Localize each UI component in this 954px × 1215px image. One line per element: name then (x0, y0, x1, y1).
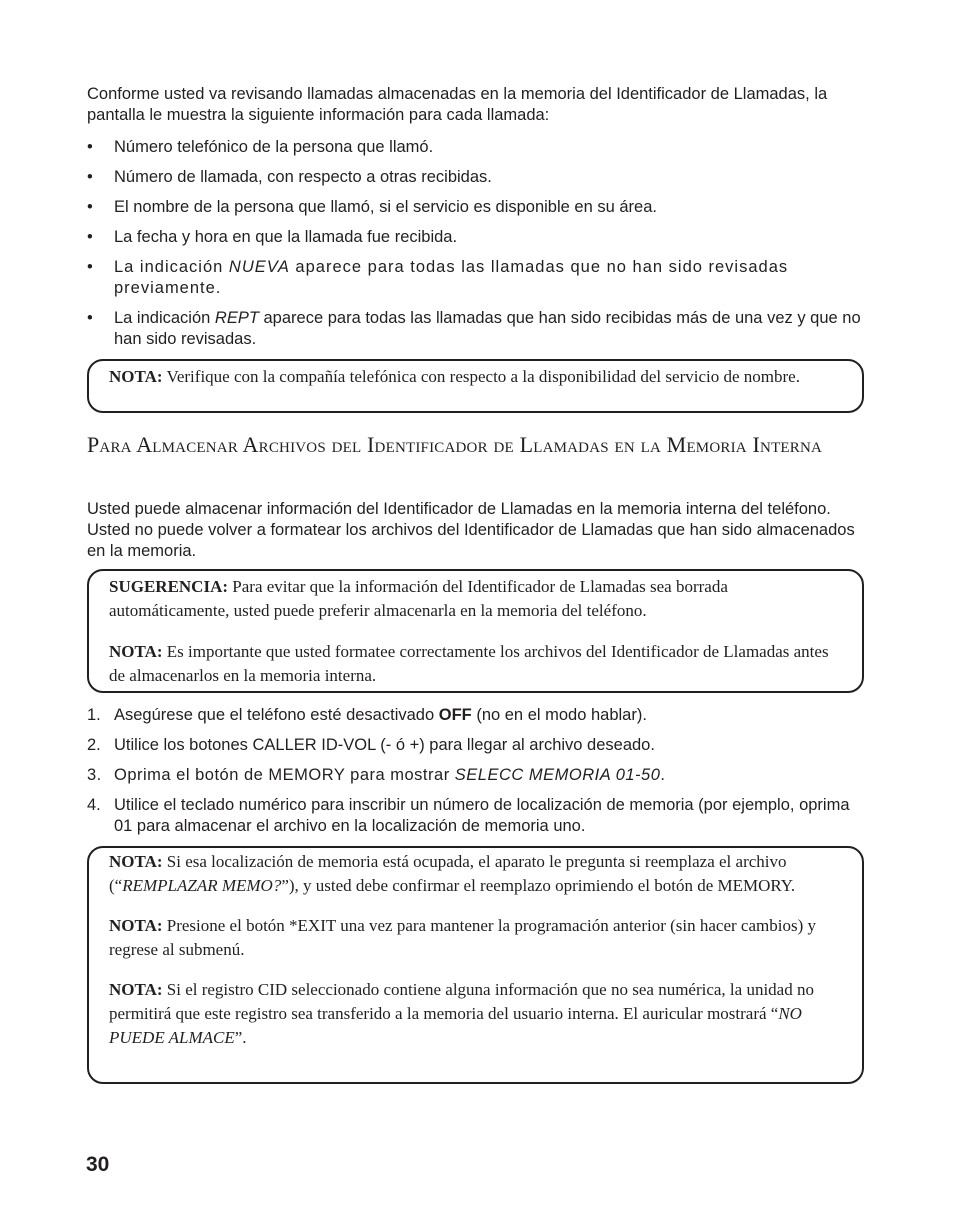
intro-paragraph: Conforme usted va revisando llamadas almacenadas en la memoria del Identificador de Llamadas, la pantalla le muestra la siguiente información para cada llamada: (87, 85, 828, 124)
page-number: 30 (86, 1153, 110, 1176)
list-item: • El nombre de la persona que llamó, si el servicio es disponible en su área. (87, 198, 657, 216)
note-label: NOTA: (109, 916, 163, 935)
step-item: 3. Oprima el botón de MEMORY para mostrar SELECC MEMORIA 01-50. (87, 766, 666, 784)
bullet-mark: • (87, 198, 93, 216)
nueva-indicator: NUEVA (228, 258, 290, 276)
step-number: 2. (87, 736, 101, 754)
list-item: • La indicación NUEVA aparece para todas las llamadas que no han sido revisadas previamente. (87, 258, 789, 297)
list-item: • La indicación REPT aparece para todas las llamadas que han sido recibidas más de una vez y que no han sido revisadas. (87, 309, 861, 348)
note-label: NOTA: (109, 642, 163, 661)
steps-list (87, 705, 867, 837)
display-message: SELECC MEMORIA 01-50 (454, 766, 661, 784)
section-heading: Para Almacenar Archivos del Identificador de Llamadas en la Memoria Interna (87, 432, 823, 457)
step-number: 1. (87, 706, 101, 724)
section-paragraph: Usted puede almacenar información del Identificador de Llamadas en la memoria interna del teléfono. Usted no puede volver a formatear los archivos del Identificador de Llamadas que han sido almacenados en la memoria. (87, 500, 855, 560)
step-item: 1. Asegúrese que el teléfono esté desactivado OFF (no en el modo hablar). (87, 706, 647, 724)
rept-indicator: REPT (214, 309, 259, 327)
caller-id-info-list (87, 137, 867, 350)
list-item: • La fecha y hora en que la llamada fue recibida. (87, 228, 458, 246)
tip: SUGERENCIA: Para evitar que la información del Identificador de Llamadas sea borrada automáticamente, usted puede preferir almacenarla en la memoria del teléfono. (109, 577, 728, 620)
note-box-name-service (87, 359, 864, 413)
note: NOTA: Si esa localización de memoria está ocupada, el aparato le pregunta si reemplaza el archivo (“REMPLAZAR MEMO?”), y usted debe confirmar el reemplazo oprimiendo el botón de MEMORY. (109, 852, 796, 895)
note: NOTA: Es importante que usted formatee correctamente los archivos del Identificador de Llamadas antes de almacenarlos en la memoria interna. (109, 642, 829, 685)
note-label: NOTA: (109, 980, 163, 999)
list-item: • Número de llamada, con respecto a otras recibidas. (87, 168, 492, 186)
step-number: 4. (87, 796, 101, 814)
step-item: 4. Utilice el teclado numérico para inscribir un número de localización de memoria (por ejemplo, oprima 01 para almacenar el archivo en la localización de memoria uno. (87, 796, 850, 835)
bullet-mark: • (87, 258, 94, 276)
notes-box-memory (87, 846, 864, 1084)
off-keyword: OFF (438, 706, 472, 724)
list-item: • Número telefónico de la persona que llamó. (87, 138, 434, 156)
display-message: REMPLAZAR MEMO? (122, 876, 282, 895)
bullet-mark: • (87, 228, 93, 246)
display-message: NO PUEDE ALMACE (109, 1004, 802, 1047)
step-item: 2. Utilice los botones CALLER ID-VOL (- ó +) para llegar al archivo deseado. (87, 736, 655, 754)
note-label: NOTA: (109, 367, 163, 386)
note: NOTA: Verifique con la compañía telefónica con respecto a la disponibilidad del servicio de nombre. (109, 367, 800, 386)
note: NOTA: Si el registro CID seleccionado contiene alguna información que no sea numérica, la unidad no permitirá que este registro sea transferido a la memoria del usuario interna. El auricular mostrará “NO PUEDE ALMACE”. (109, 980, 814, 1047)
tip-label: SUGERENCIA: (109, 577, 229, 596)
bullet-mark: • (87, 309, 93, 327)
tip-note-box (87, 569, 864, 693)
step-number: 3. (87, 766, 102, 784)
note: NOTA: Presione el botón *EXIT una vez para mantener la programación anterior (sin hacer cambios) y regrese al submenú. (109, 916, 816, 959)
note-label: NOTA: (109, 852, 163, 871)
bullet-mark: • (87, 138, 93, 156)
bullet-mark: • (87, 168, 93, 186)
